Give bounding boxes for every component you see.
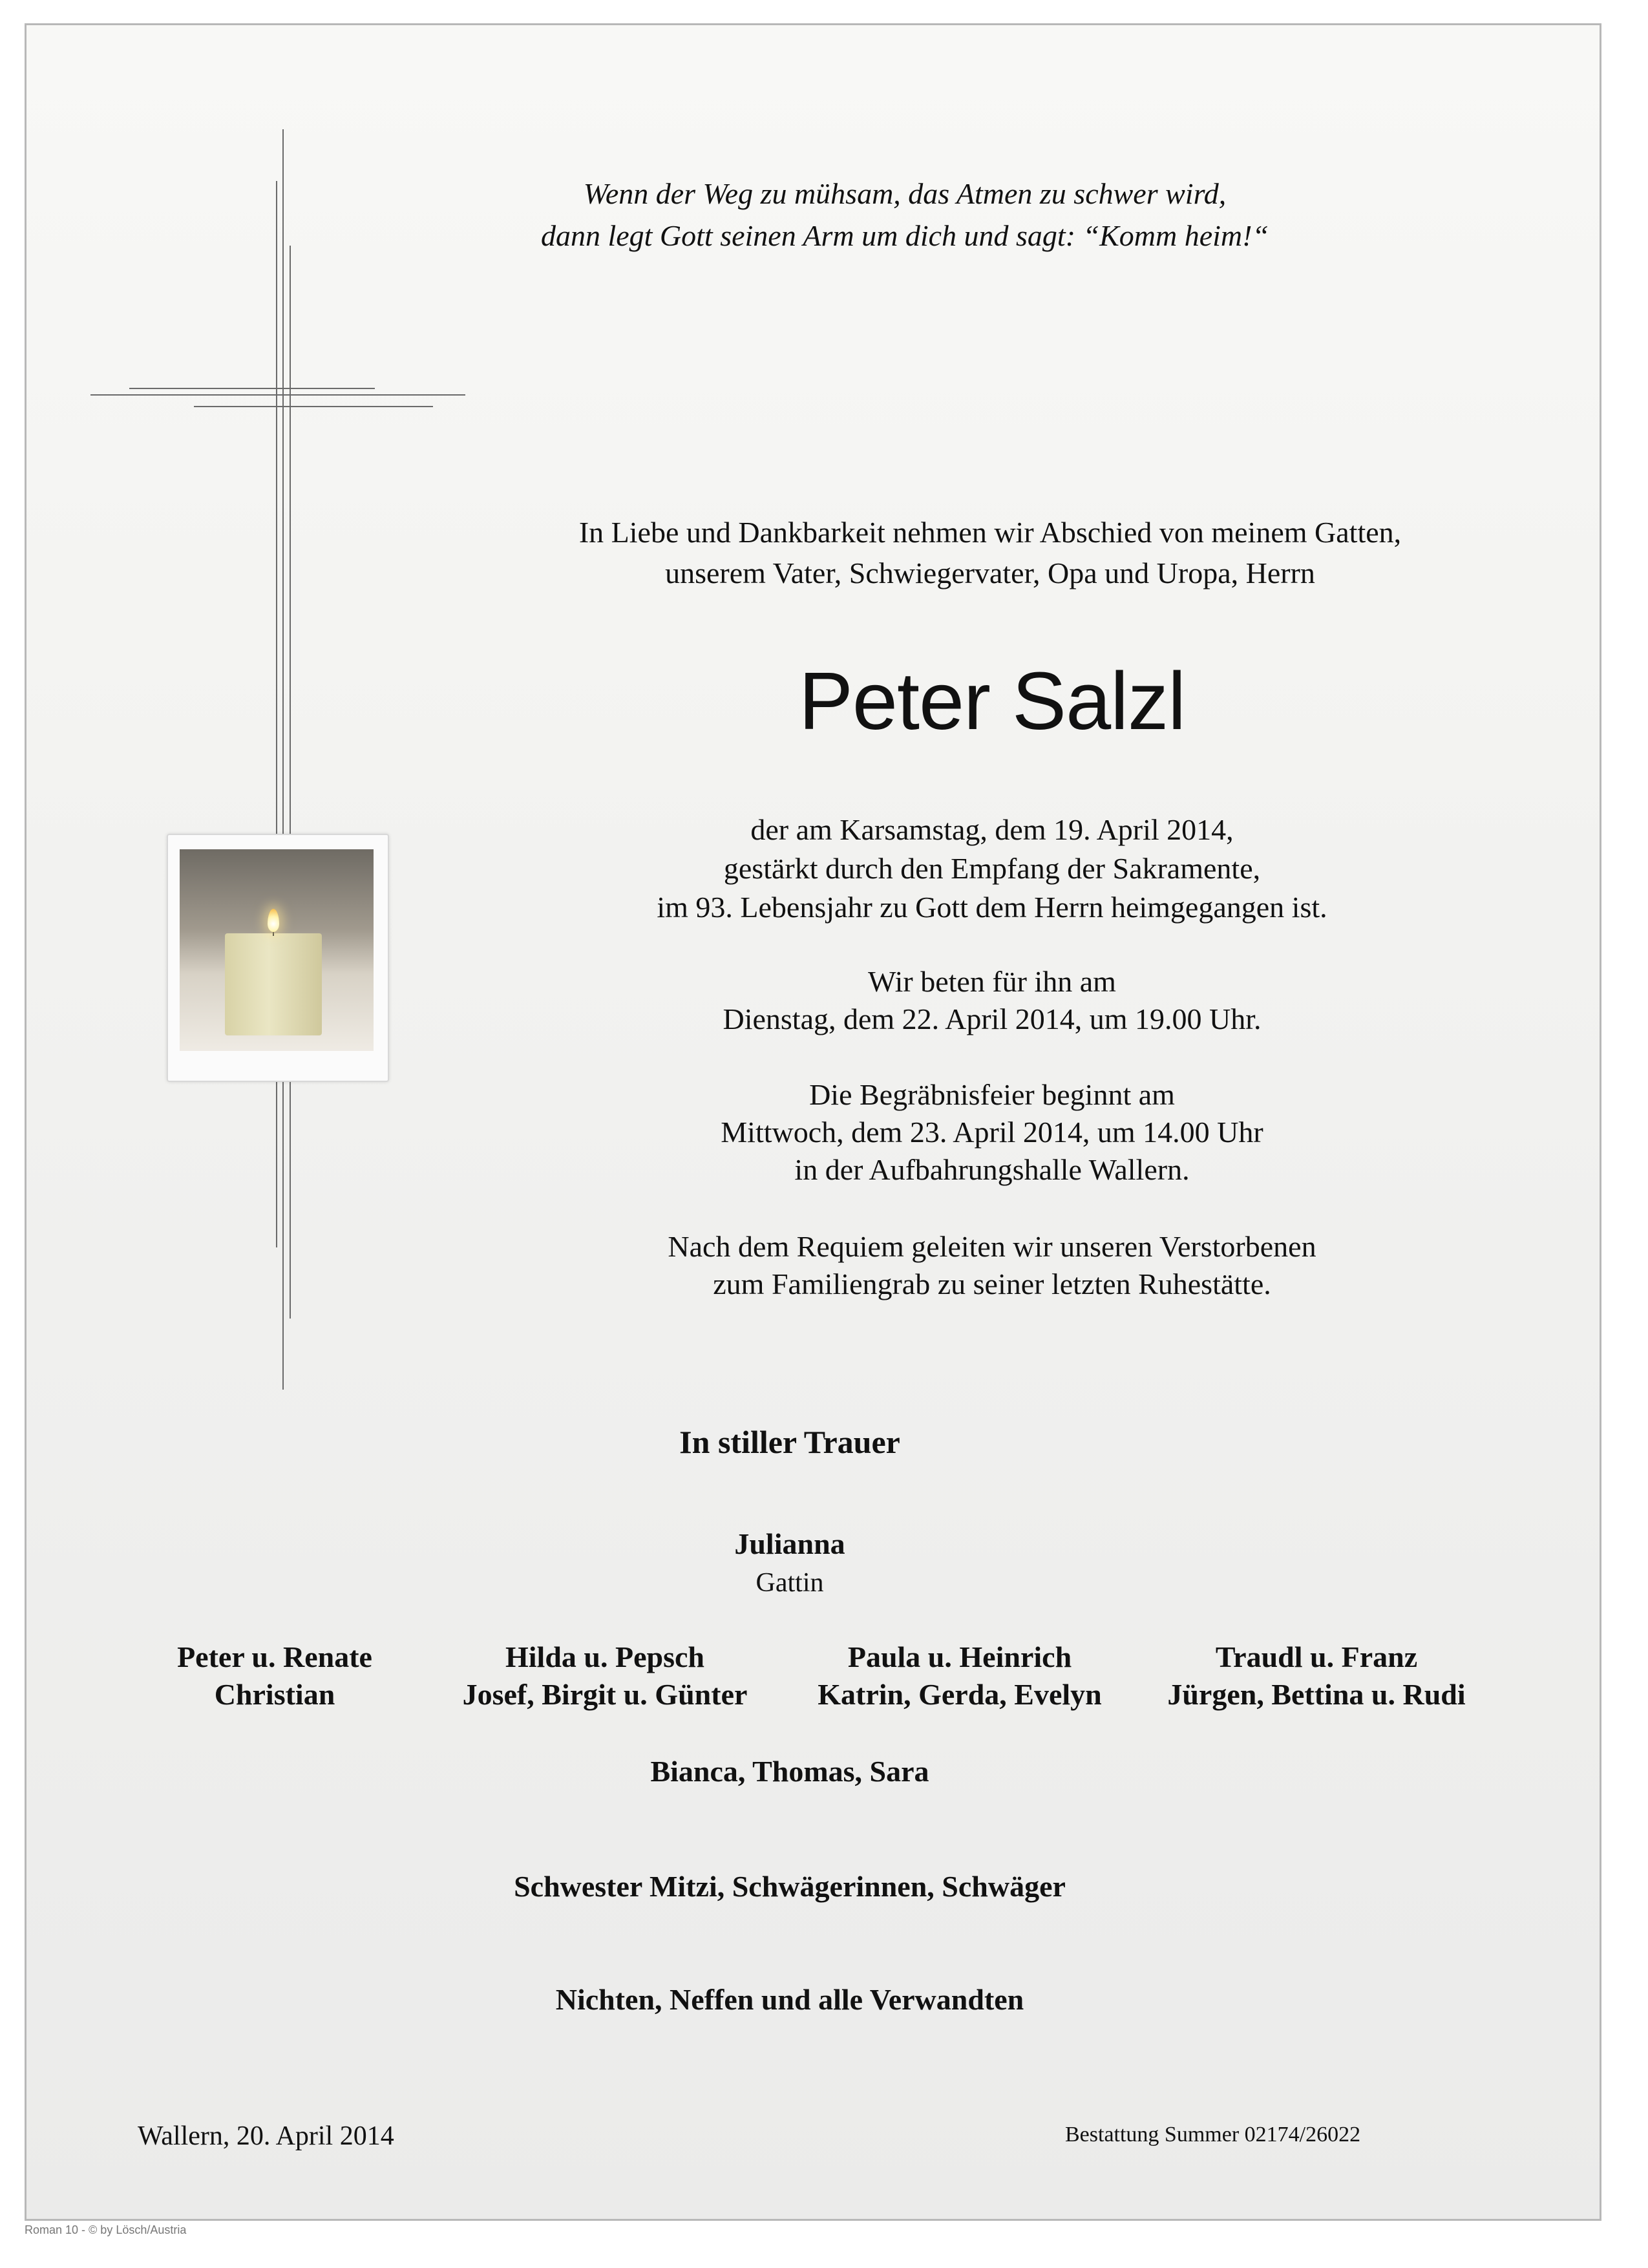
family-1-line-2: Christian (214, 1678, 335, 1711)
family-4-line-2: Jürgen, Bettina u. Rudi (1167, 1678, 1466, 1711)
funeral-line-3: in der Aufbahrungshalle Wallern. (794, 1153, 1190, 1186)
prayer-line-1: Wir beten für ihn am (868, 965, 1116, 998)
spouse-name: Julianna (734, 1527, 845, 1560)
intro-line-1: In Liebe und Dankbarkeit nehmen wir Abschied von meinem Gatten, (578, 516, 1402, 549)
place-date: Wallern, 20. April 2014 (138, 2121, 394, 2151)
funeral-line-2: Mittwoch, dem 23. April 2014, um 14.00 Uhr (721, 1116, 1263, 1149)
family-1-line-1: Peter u. Renate (177, 1640, 372, 1673)
deceased-name: Peter Salzl (798, 655, 1186, 747)
prayer-line-2: Dienstag, dem 22. April 2014, um 19.00 Uhr. (723, 1002, 1262, 1035)
family-3-line-2: Katrin, Gerda, Evelyn (818, 1678, 1102, 1711)
great-grandchildren: Bianca, Thomas, Sara (650, 1755, 929, 1788)
death-notice-line-1: der am Karsamstag, dem 19. April 2014, (750, 813, 1234, 846)
page-margin (0, 2221, 1648, 2268)
candle-image (167, 834, 389, 1082)
funeral-line-1: Die Begräbnisfeier beginnt am (809, 1078, 1175, 1111)
family-4-line-1: Traudl u. Franz (1215, 1640, 1418, 1673)
burial-line-1: Nach dem Requiem geleiten wir unseren Verstorbenen (668, 1230, 1316, 1263)
death-notice-line-3: im 93. Lebensjahr zu Gott dem Herrn heimgegangen ist. (657, 891, 1327, 924)
quote-line-2: dann legt Gott seinen Arm um dich und sagt: “Komm heim!“ (540, 219, 1269, 252)
siblings: Schwester Mitzi, Schwägerinnen, Schwäger (514, 1870, 1066, 1903)
print-credit: Roman 10 - © by Lösch/Austria (25, 2223, 187, 2236)
undertaker: Bestattung Summer 02174/26022 (1065, 2123, 1361, 2146)
family-2-line-1: Hilda u. Pepsch (505, 1640, 705, 1673)
death-notice-line-2: gestärkt durch den Empfang der Sakramente, (723, 852, 1261, 885)
spouse-role: Gattin (755, 1568, 824, 1598)
quote-line-1: Wenn der Weg zu mühsam, das Atmen zu schwer wird, (583, 177, 1227, 210)
burial-line-2: zum Familiengrab zu seiner letzten Ruhestätte. (713, 1267, 1271, 1300)
family-3-line-1: Paula u. Heinrich (847, 1640, 1072, 1673)
flame-icon (268, 909, 279, 932)
relatives: Nichten, Neffen und alle Verwandten (555, 1983, 1024, 2016)
mourning-heading: In stiller Trauer (679, 1424, 900, 1460)
intro-line-2: unserem Vater, Schwiegervater, Opa und Uropa, Herrn (665, 556, 1315, 589)
family-2-line-2: Josef, Birgit u. Günter (462, 1678, 748, 1711)
